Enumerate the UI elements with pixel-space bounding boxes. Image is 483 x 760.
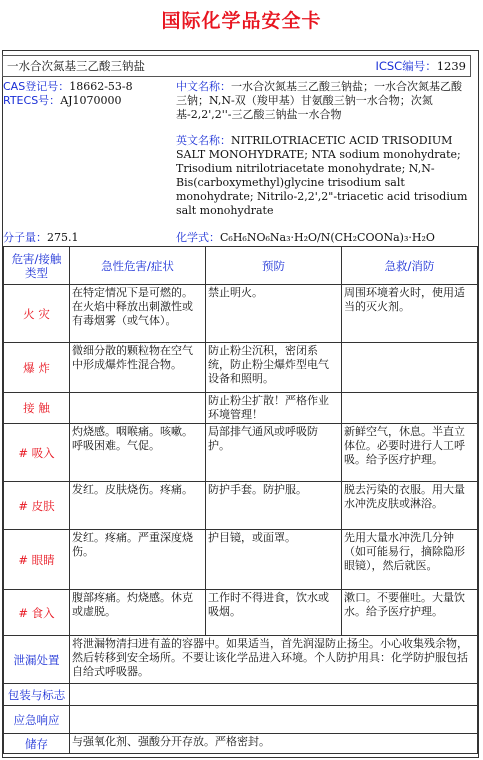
pack-text: [70, 684, 478, 706]
row-hazard: 在特定情况下是可燃的。在火焰中释放出刺激性或有毒烟雾（或气体）。: [70, 285, 206, 343]
card-title: 国际化学品安全卡: [161, 10, 322, 32]
row-hazard: [70, 393, 206, 424]
row-type: # 皮肤: [4, 482, 70, 530]
names-block: [176, 80, 472, 218]
table-header-row: [4, 247, 478, 285]
row-type: # 眼睛: [4, 530, 70, 590]
icsc-number: ICSC编号：1239: [375, 59, 466, 73]
row-prevention: 护目镜，或面罩。: [206, 530, 342, 590]
header-type: 危害/接触类型: [4, 247, 70, 285]
emergency-row: [4, 706, 478, 734]
row-type: 接 触: [4, 393, 70, 424]
table-row: [4, 530, 478, 590]
chemical-formula: 化学式：C₆H₆NO₆Na₃·H₂O/N(CH₂COONa)₃·H₂O: [176, 231, 435, 244]
row-prevention: 局部排气通风或呼吸防护。: [206, 424, 342, 482]
chemical-name: 一水合次氮基三乙酸三钠盐: [7, 59, 145, 73]
emergency-label: 应急响应: [4, 706, 70, 734]
table-row: [4, 482, 478, 530]
spill-row: [4, 636, 478, 684]
header-hazard: 急性危害/症状: [70, 247, 206, 285]
row-aid: 周围环境着火时，使用适当的灭火剂。: [342, 285, 478, 343]
header-prevention: 预防: [206, 247, 342, 285]
cas-number: CAS登记号：18662-53-8: [3, 80, 133, 93]
identifiers: [3, 80, 173, 108]
molecular-weight: 分子量：275.1: [3, 231, 79, 244]
english-names: 英文名称：NITRILOTRIACETIC ACID TRISODIUM SALT MONOHYDRATE; NTA sodium monohydrate; Trisodium nitrilotriacetate monohydrate; N,N-Bis(carboxymethyl)glycine trisodium salt monohydrate; Nitrilo-2,2',2"-triacetic acid trisodium salt monohydrate: [176, 134, 468, 217]
row-prevention: 防护手套。防护服。: [206, 482, 342, 530]
table-row: [4, 343, 478, 393]
row-aid: 新鲜空气，休息。半直立体位。必要时进行人工呼吸。给予医疗护理。: [342, 424, 478, 482]
row-type: # 食入: [4, 590, 70, 636]
rtecs-number: RTECS号：AJ1070000: [3, 94, 122, 107]
row-hazard: 发红。疼痛。严重深度烧伤。: [70, 530, 206, 590]
row-type: # 吸入: [4, 424, 70, 482]
storage-text: 与强氧化剂、强酸分开存放。严格密封。: [70, 734, 478, 754]
name-bar: [2, 55, 471, 77]
row-aid: [342, 343, 478, 393]
table-row: [4, 393, 478, 424]
pack-label: 包装与标志: [4, 684, 70, 706]
row-hazard: 微细分散的颗粒物在空气中形成爆炸性混合物。: [70, 343, 206, 393]
table-row: [4, 590, 478, 636]
spill-label: 泄漏处置: [4, 636, 70, 684]
row-type: 爆 炸: [4, 343, 70, 393]
row-aid: 先用大量水冲洗几分钟（如可能易行，摘除隐形眼镜），然后就医。: [342, 530, 478, 590]
row-hazard: 灼烧感。咽喉痛。咳嗽。呼吸困难。气促。: [70, 424, 206, 482]
table-row: [4, 285, 478, 343]
table-row: [4, 424, 478, 482]
header-first-aid: 急救/消防: [342, 247, 478, 285]
row-prevention: 防止粉尘扩散！严格作业环境管理！: [206, 393, 342, 424]
row-aid: 脱去污染的衣服。用大量水冲洗皮肤或淋浴。: [342, 482, 478, 530]
storage-label: 储存: [4, 734, 70, 754]
spill-text: 将泄漏物清扫进有盖的容器中。如果适当，首先润湿防止扬尘。小心收集残余物，然后转移到安全场所。不要让该化学品进入环境。个人防护用具：化学防护服包括自给式呼吸器。: [70, 636, 478, 684]
emergency-text: [70, 706, 478, 734]
row-hazard: 腹部疼痛。灼烧感。休克或虚脱。: [70, 590, 206, 636]
row-aid: 漱口。不要催吐。大量饮水。给予医疗护理。: [342, 590, 478, 636]
row-prevention: 禁止明火。: [206, 285, 342, 343]
row-aid: [342, 393, 478, 424]
row-prevention: 防止粉尘沉积，密闭系统，防止粉尘爆炸型电气设备和照明。: [206, 343, 342, 393]
row-hazard: 发红。皮肤烧伤。疼痛。: [70, 482, 206, 530]
chinese-names: 中文名称：一水合次氮基三乙酸三钠盐；一水合次氮基乙酸三钠；N,N-双（羧甲基）甘氨酸三钠一水合物；次氮基-2,2',2''-三乙酸三钠盐一水合物: [176, 80, 462, 121]
row-prevention: 工作时不得进食，饮水或吸烟。: [206, 590, 342, 636]
hazard-table: [3, 246, 478, 754]
pack-row: [4, 684, 478, 706]
storage-row: [4, 734, 478, 754]
row-type: 火 灾: [4, 285, 70, 343]
